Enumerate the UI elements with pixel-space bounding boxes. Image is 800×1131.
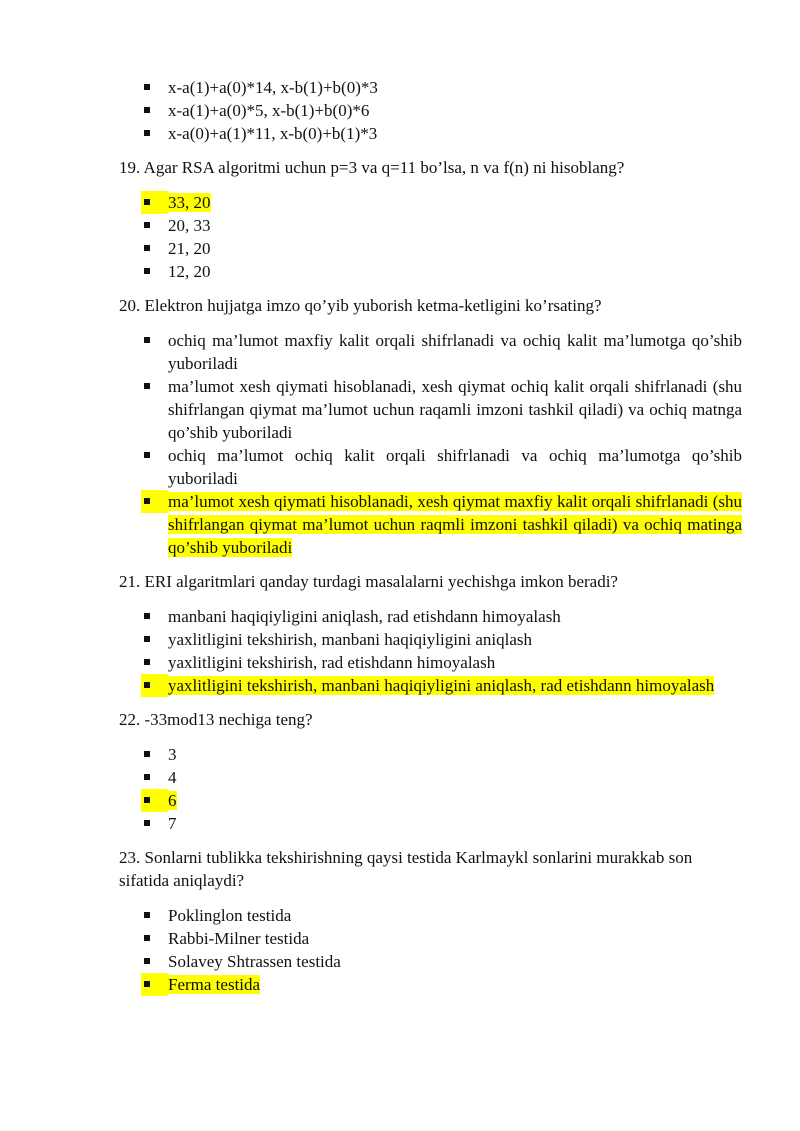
square-bullet-icon	[144, 268, 150, 274]
intro-option-list	[119, 76, 742, 145]
square-bullet-icon	[144, 245, 150, 251]
answer-option	[168, 743, 742, 766]
question-text: 19. Agar RSA algoritmi uchun p=3 va q=11 bo’lsa, n va f(n) ni hisoblang?	[119, 158, 625, 177]
answer-text: ma’lumot xesh qiymati hisoblanadi, xesh qiymat ochiq kalit orqali shifrlanadi (shu shifrlangan qiymat ma’lumot uchun raqamli imzoni tashkil qiladi) va ochiq matnga qo’shib yuboriladi	[168, 377, 742, 442]
question-text: 23. Sonlarni tublikka tekshirishning qaysi testida Karlmaykl sonlarini murakkab son sifatida aniqlaydi?	[119, 848, 693, 890]
square-bullet-icon	[144, 222, 150, 228]
answer-option	[168, 122, 742, 145]
square-bullet-icon	[144, 498, 150, 504]
square-bullet-icon	[144, 199, 150, 205]
answer-text: x-a(1)+a(0)*14, x-b(1)+b(0)*3	[168, 78, 378, 97]
answer-option	[168, 973, 742, 996]
answer-option	[168, 950, 742, 973]
square-bullet-icon	[144, 935, 150, 941]
answer-option	[168, 766, 742, 789]
correct-answer-text: Ferma testida	[168, 975, 261, 994]
answer-option	[168, 628, 742, 651]
answer-text: Solavey Shtrassen testida	[168, 952, 341, 971]
square-bullet-icon	[144, 130, 150, 136]
question-text: 20. Elektron hujjatga imzo qo’yib yuborish ketma-ketligini ko’rsating?	[119, 296, 602, 315]
answer-option	[168, 490, 742, 559]
answer-option	[168, 237, 742, 260]
answer-text: Poklinglon testida	[168, 906, 292, 925]
square-bullet-icon	[144, 912, 150, 918]
square-bullet-icon	[144, 107, 150, 113]
answer-text: yaxlitligini tekshirish, rad etishdann himoyalash	[168, 653, 496, 672]
answer-text: 20, 33	[168, 216, 211, 235]
question-text: 21. ERI algaritmlari qanday turdagi masalalarni yechishga imkon beradi?	[119, 572, 618, 591]
square-bullet-icon	[144, 452, 150, 458]
answer-option	[168, 651, 742, 674]
answer-option	[168, 904, 742, 927]
square-bullet-icon	[144, 613, 150, 619]
option-list	[119, 743, 742, 835]
square-bullet-icon	[144, 659, 150, 665]
answer-option	[168, 329, 742, 375]
answer-option	[168, 927, 742, 950]
square-bullet-icon	[144, 337, 150, 343]
question-text: 22. -33mod13 nechiga teng?	[119, 710, 313, 729]
answer-text: 21, 20	[168, 239, 211, 258]
answer-text: 3	[168, 745, 177, 764]
correct-answer-text: 33, 20	[168, 193, 211, 212]
answer-text: manbani haqiqiyligini aniqlash, rad etishdann himoyalash	[168, 607, 561, 626]
correct-answer-text: ma’lumot xesh qiymati hisoblanadi, xesh qiymat maxfiy kalit orqali shifrlanadi (shu shifrlangan qiymat ma’lumot uchun raqmli imzoni tashkil qiladi) va ochiq matinga qo’shib yuboriladi	[168, 492, 742, 557]
option-list	[119, 904, 742, 996]
square-bullet-icon	[144, 636, 150, 642]
answer-option	[168, 605, 742, 628]
square-bullet-icon	[144, 797, 150, 803]
answer-option	[168, 674, 742, 697]
option-list	[119, 605, 742, 697]
square-bullet-icon	[144, 682, 150, 688]
option-list	[119, 329, 742, 559]
answer-option	[168, 76, 742, 99]
answer-text: x-a(0)+a(1)*11, x-b(0)+b(1)*3	[168, 124, 378, 143]
square-bullet-icon	[144, 383, 150, 389]
answer-option	[168, 375, 742, 444]
square-bullet-icon	[144, 774, 150, 780]
answer-option	[168, 99, 742, 122]
answer-text: Rabbi-Milner testida	[168, 929, 310, 948]
answer-option	[168, 812, 742, 835]
square-bullet-icon	[144, 820, 150, 826]
square-bullet-icon	[144, 751, 150, 757]
option-list	[119, 191, 742, 283]
square-bullet-icon	[144, 958, 150, 964]
answer-text: 7	[168, 814, 177, 833]
square-bullet-icon	[144, 84, 150, 90]
square-bullet-icon	[144, 981, 150, 987]
answer-text: 4	[168, 768, 177, 787]
answer-text: yaxlitligini tekshirish, manbani haqiqiyligini aniqlash	[168, 630, 533, 649]
answer-text: ochiq ma’lumot maxfiy kalit orqali shifrlanadi va ochiq kalit ma’lumotga qo’shib yuboriladi	[168, 331, 742, 373]
answer-text: ochiq ma’lumot ochiq kalit orqali shifrlanadi va ochiq ma’lumotga qo’shib yuboriladi	[168, 446, 742, 488]
answer-option	[168, 789, 742, 812]
correct-answer-text: yaxlitligini tekshirish, manbani haqiqiyligini aniqlash, rad etishdann himoyalash	[168, 676, 715, 695]
answer-option	[168, 214, 742, 237]
answer-option	[168, 260, 742, 283]
answer-option	[168, 191, 742, 214]
correct-answer-text: 6	[168, 791, 177, 810]
answer-option	[168, 444, 742, 490]
document-content	[119, 76, 742, 996]
answer-text: x-a(1)+a(0)*5, x-b(1)+b(0)*6	[168, 101, 370, 120]
answer-text: 12, 20	[168, 262, 211, 281]
